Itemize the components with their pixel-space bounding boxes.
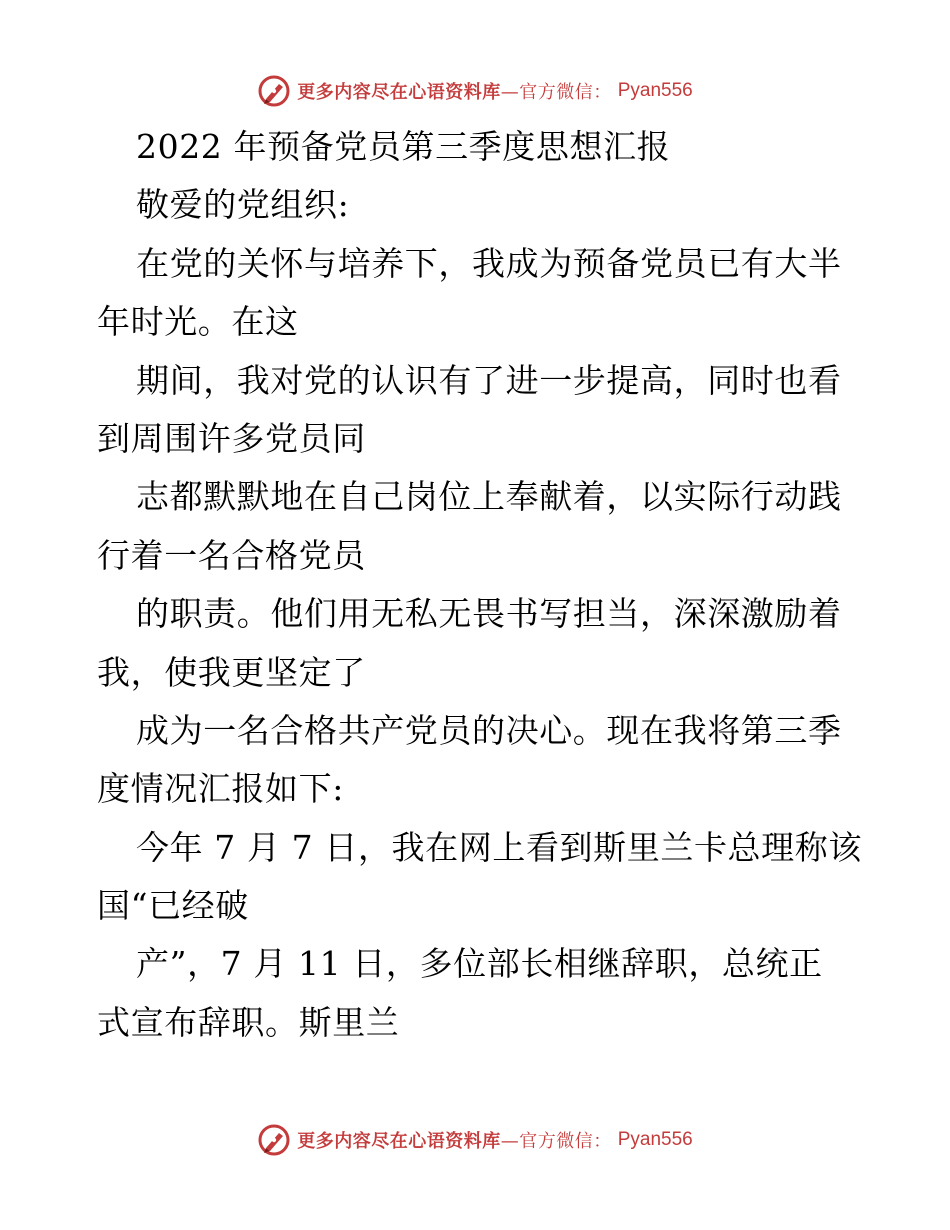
header-banner [0, 71, 950, 111]
body-line: 度情况汇报如下: [97, 769, 344, 809]
body-line: 年时光。在这 [97, 302, 299, 342]
footer-contact-id: Pyan556 [617, 1129, 693, 1150]
pen-logo-icon [257, 1123, 291, 1157]
salutation: 敬爱的党组织: [136, 185, 350, 225]
body-line: 今年 7 月 7 日，我在网上看到斯里兰卡总理称该 [136, 827, 862, 867]
body-line: 成为一名合格共产党员的决心。现在我将第三季 [136, 710, 842, 750]
body-line: 我，使我更坚定了 [97, 652, 366, 692]
body-line: 产”，7 月 11 日，多位部长相继辞职，总统正 [136, 944, 823, 984]
footer-banner [0, 1120, 950, 1160]
body-line: 的职责。他们用无私无畏书写担当，深深激励着 [136, 594, 842, 634]
document-title: 2022 年预备党员第三季度思想汇报 [136, 127, 671, 166]
body-line: 行着一名合格党员 [97, 535, 366, 575]
body-line: 志都默默地在自己岗位上奉献着，以实际行动践 [136, 477, 842, 517]
footer-site-text: 更多内容尽在心语资料库—官方微信： [297, 1131, 612, 1152]
header-contact-id: Pyan556 [617, 80, 693, 101]
body-line: 国“已经破 [97, 886, 249, 926]
body-line: 到周围许多党员同 [97, 418, 366, 458]
body-line: 式宣布辞职。斯里兰 [97, 1002, 400, 1042]
header-site-text: 更多内容尽在心语资料库—官方微信： [297, 82, 612, 103]
pen-logo-icon [257, 74, 291, 108]
body-line: 期间，我对党的认识有了进一步提高，同时也看 [136, 360, 842, 400]
body-line: 在党的关怀与培养下，我成为预备党员已有大半 [136, 243, 842, 283]
document-body [97, 118, 862, 1052]
